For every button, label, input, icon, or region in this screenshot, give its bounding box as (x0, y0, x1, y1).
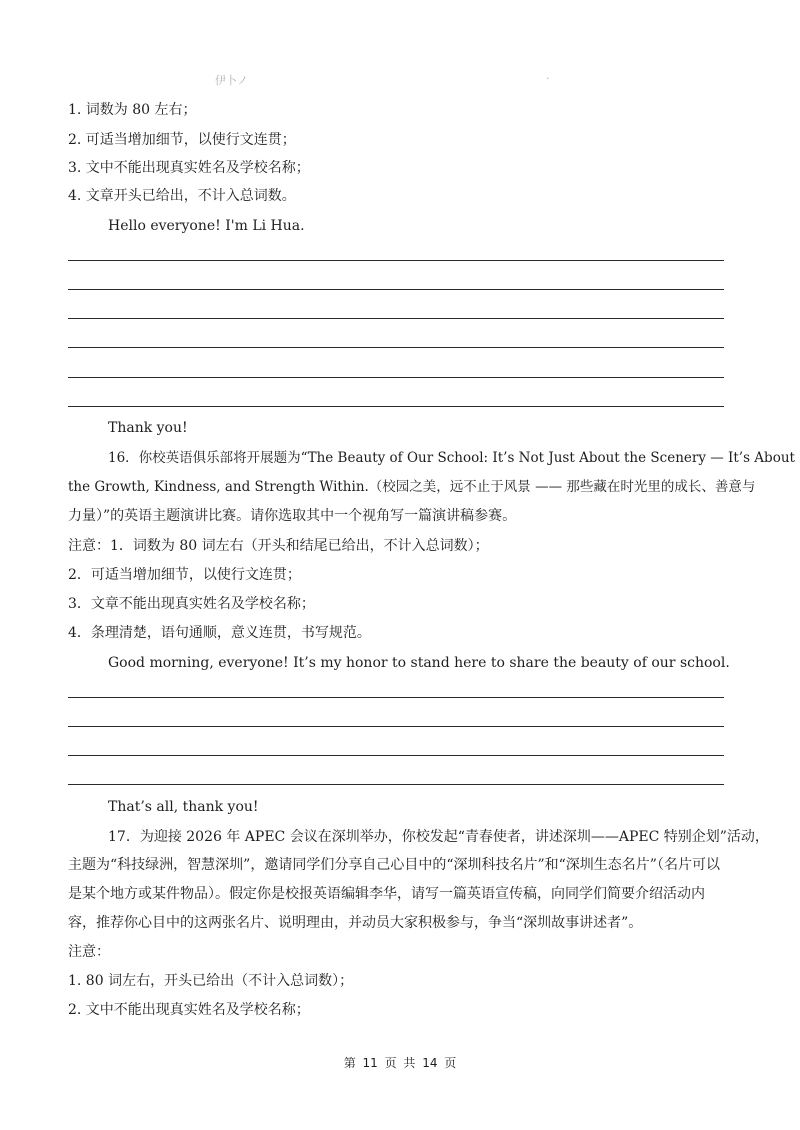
answer-line[interactable] (68, 697, 724, 698)
task15-note-1: 1. 词数为 80 左右； (68, 102, 197, 118)
answer-line[interactable] (68, 318, 724, 319)
answer-line[interactable] (68, 726, 724, 727)
task15-note-3: 3. 文中不能出现真实姓名及学校名称； (68, 160, 310, 176)
task16-prompt-line-3: 力量）”的英语主题演讲比赛。请你选取其中一个视角写一篇演讲稿参赛。 (68, 508, 517, 524)
task15-note-2: 2. 可适当增加细节，以使行文连贯； (68, 132, 296, 148)
answer-line[interactable] (68, 377, 724, 378)
task16-note-2: 2．可适当增加细节，以使行文连贯； (68, 567, 301, 583)
answer-line[interactable] (68, 784, 724, 785)
task16-prompt-line-1: 16．你校英语俱乐部将开展题为“The Beauty of Our School: It’s Not Just About the Scenery — It’s About (108, 450, 795, 466)
answer-line[interactable] (68, 406, 724, 407)
task16-note-1: 注意：1．词数为 80 词左右（开头和结尾已给出，不计入总词数）； (68, 538, 489, 554)
task17-prompt-line-2: 主题为“科技绿洲，智慧深圳”，邀请同学们分享自己心目中的“深圳科技名片”和“深圳生态名片”（名片可以 (68, 857, 720, 873)
answer-line[interactable] (68, 289, 724, 290)
task15-closing: Thank you! (108, 420, 188, 436)
task17-prompt-line-1: 17．为迎接 2026 年 APEC 会议在深圳举办，你校发起“青春使者，讲述深圳——APEC 特别企划”活动， (108, 829, 769, 845)
task16-note-3: 3．文章不能出现真实姓名及学校名称； (68, 596, 315, 612)
task17-note-1: 1. 80 词左右，开头已给出（不计入总词数）； (68, 973, 354, 989)
task15-opening: Hello everyone! I'm Li Hua. (108, 218, 305, 234)
task16-note-4: 4．条理清楚，语句通顺，意义连贯，书写规范。 (68, 625, 371, 641)
task17-prompt-line-3: 是某个地方或某件物品）。假定你是校报英语编辑李华，请写一篇英语宣传稿，向同学们简要介绍活动内 (68, 886, 705, 902)
task17-note-heading: 注意： (68, 944, 110, 960)
task16-opening: Good morning, everyone! It’s my honor to stand here to share the beauty of our school. (108, 655, 730, 671)
task17-prompt-line-4: 容，推荐你心目中的这两张名片、说明理由，并动员大家积极参与，争当“深圳故事讲述者”。 (68, 915, 643, 931)
answer-line[interactable] (68, 755, 724, 756)
answer-line[interactable] (68, 260, 724, 261)
task16-closing: That’s all, thank you! (108, 799, 259, 815)
page-footer: 第 11 页 共 14 页 (343, 1056, 457, 1070)
answer-line[interactable] (68, 347, 724, 348)
task16-prompt-line-2: the Growth, Kindness, and Strength Within.（校园之美，远不止于风景 —— 那些藏在时光里的成长、善意与 (68, 479, 756, 495)
task17-note-2: 2. 文中不能出现真实姓名及学校名称； (68, 1002, 310, 1018)
task15-note-4: 4. 文章开头已给出，不计入总词数。 (68, 188, 296, 204)
scan-mark-text: 伊卜ノ (215, 74, 248, 87)
scan-mark-dot: · (546, 72, 550, 85)
